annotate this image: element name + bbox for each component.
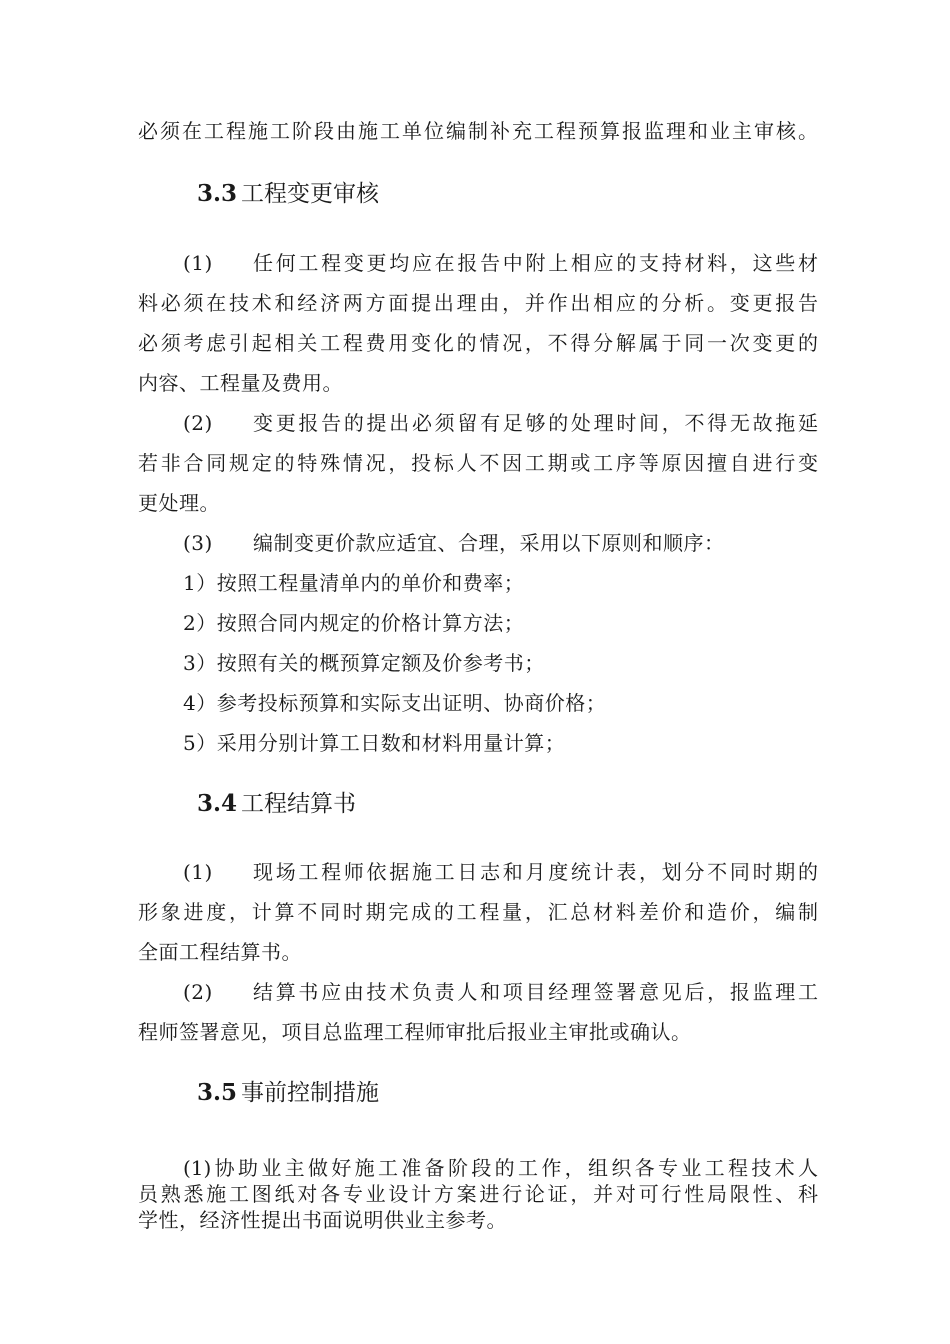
- paragraph-line: 学性，经济性提出书面说明供业主参考。: [138, 1208, 507, 1232]
- paragraph-line: 必须考虑引起相关工程费用变化的情况，不得分解属于同一次变更的: [138, 331, 818, 355]
- paragraph-line: 任何工程变更均应在报告中附上相应的支持材料，这些材: [253, 251, 818, 275]
- section-number: 3.3: [197, 180, 238, 207]
- paragraph-line: 编制变更价款应适宜、合理，采用以下原则和顺序：: [253, 531, 725, 555]
- paragraph-line: 员熟悉施工图纸对各专业设计方案进行论证，并对可行性局限性、科: [138, 1182, 818, 1206]
- paragraph-label: (1): [183, 860, 213, 884]
- paragraph-label: (3): [183, 531, 213, 555]
- list-item: 5）采用分别计算工日数和材料用量计算；: [183, 731, 566, 755]
- section-heading-3-5: [197, 1079, 379, 1107]
- intro-paragraph-line: 必须在工程施工阶段由施工单位编制补充工程预算报监理和业主审核。: [138, 119, 818, 143]
- section-number: 3.4: [197, 790, 238, 817]
- paragraph-line: 结算书应由技术负责人和项目经理签署意见后，报监理工: [253, 980, 818, 1004]
- list-item: 1）按照工程量清单内的单价和费率；: [183, 571, 525, 595]
- paragraph-line: 料必须在技术和经济两方面提出理由，并作出相应的分析。变更报告: [138, 291, 818, 315]
- paragraph-line: 更处理。: [138, 491, 220, 515]
- section-heading-3-4: [197, 790, 356, 818]
- paragraph-line: 形象进度，计算不同时期完成的工程量，汇总材料差价和造价，编制: [138, 900, 818, 924]
- paragraph-line: 变更报告的提出必须留有足够的处理时间，不得无故拖延: [253, 411, 818, 435]
- paragraph-label: (1): [183, 251, 213, 275]
- paragraph-label: (2): [183, 980, 213, 1004]
- paragraph-line: 现场工程师依据施工日志和月度统计表，划分不同时期的: [253, 860, 818, 884]
- section-number: 3.5: [197, 1079, 238, 1106]
- section-title: 工程结算书: [241, 791, 357, 817]
- list-item: 2）按照合同内规定的价格计算方法；: [183, 611, 525, 635]
- section-heading-3-3: [197, 180, 379, 208]
- paragraph-line: 若非合同规定的特殊情况，投标人不因工期或工序等原因擅自进行变: [138, 451, 818, 475]
- paragraph-line: 全面工程结算书。: [138, 940, 302, 964]
- list-item: 4）参考投标预算和实际支出证明、协商价格；: [183, 691, 607, 715]
- paragraph-line: 内容、工程量及费用。: [138, 371, 343, 395]
- section-title: 事前控制措施: [241, 1080, 380, 1106]
- list-item: 3）按照有关的概预算定额及价参考书；: [183, 651, 545, 675]
- paragraph-label: (2): [183, 411, 213, 435]
- paragraph-line: 程师签署意见，项目总监理工程师审批后报业主审批或确认。: [138, 1020, 692, 1044]
- section-title: 工程变更审核: [241, 181, 380, 207]
- paragraph-line: (1)协助业主做好施工准备阶段的工作，组织各专业工程技术人: [183, 1156, 818, 1180]
